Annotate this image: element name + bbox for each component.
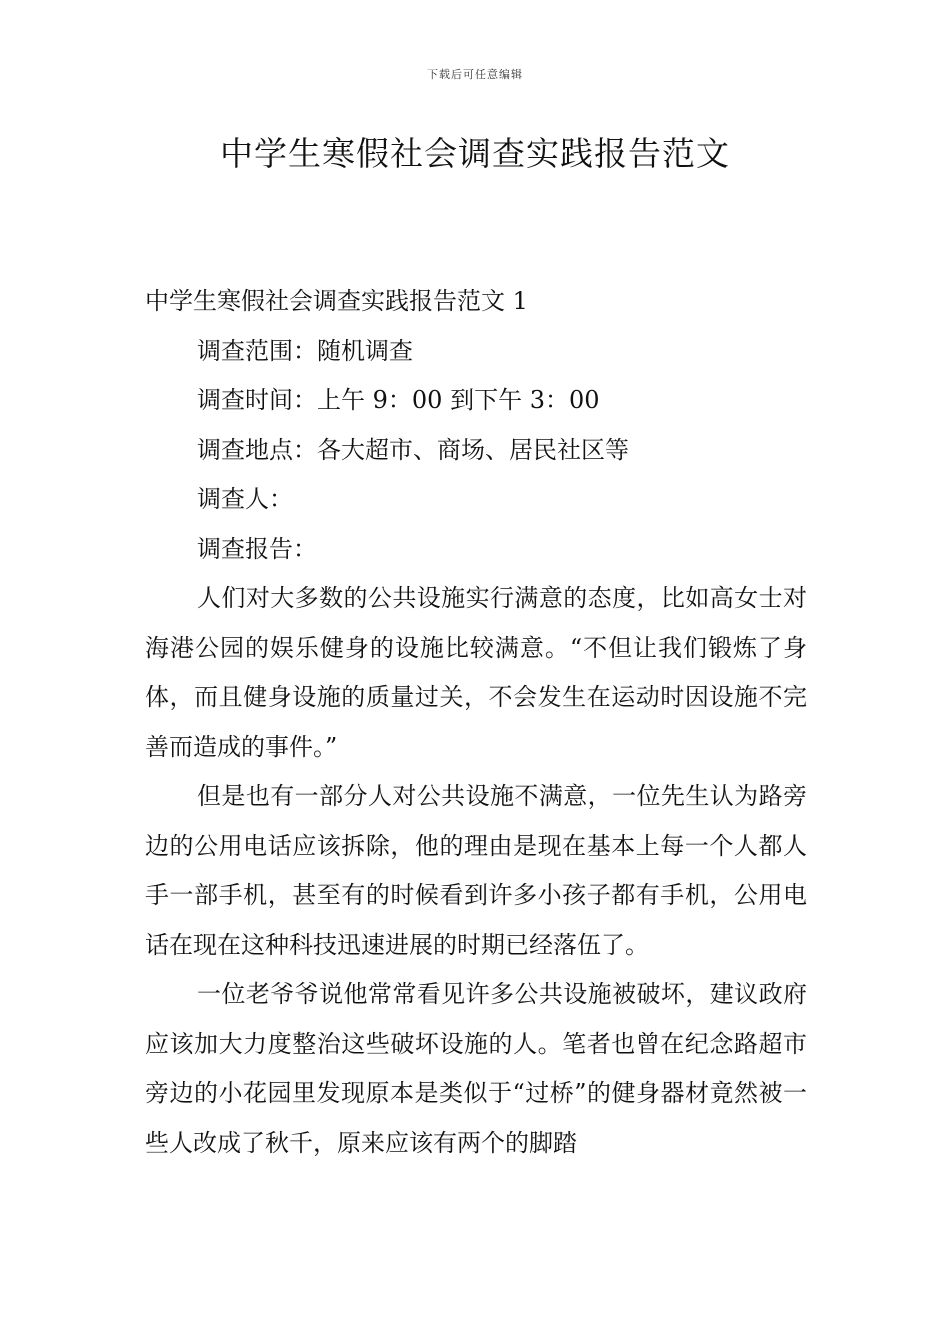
header-note: 下载后可任意编辑 — [427, 68, 523, 81]
survey-report-label: 调查报告： — [197, 534, 317, 563]
section-heading: 中学生寒假社会调查实践报告范文 1 — [145, 287, 528, 315]
body-paragraph: 人们对大多数的公共设施实行满意的态度，比如高女士对海港公园的娱乐健身的设施比较满意。“不但让我们锻炼了身体，而且健身设施的质量过关，不会发生在运动时因设施不完善而造成的事件。” — [145, 584, 807, 761]
survey-place: 调查地点：各大超市、商场、居民社区等 — [197, 435, 629, 464]
survey-person: 调查人： — [197, 485, 293, 513]
body-paragraph: 但是也有一部分人对公共设施不满意，一位先生认为路旁边的公用电话应该拆除，他的理由是现在基本上每一个人都人手一部手机，甚至有的时候看到许多小孩子都有手机，公用电话在现在这种科技迅速进展的时期已经落伍了。 — [145, 782, 807, 959]
document-title: 中学生寒假社会调查实践报告范文 — [220, 134, 730, 173]
document-body — [145, 277, 807, 1168]
survey-time: 调查时间：上午 9：00 到下午 3：00 — [197, 386, 600, 414]
survey-scope: 调查范围：随机调查 — [197, 336, 413, 365]
body-paragraph: 一位老爷爷说他常常看见许多公共设施被破坏，建议政府应该加大力度整治这些破坏设施的人。笔者也曾在纪念路超市旁边的小花园里发现原本是类似于“过桥”的健身器材竟然被一些人改成了秋千，原来应该有两个的脚踏 — [145, 980, 807, 1157]
